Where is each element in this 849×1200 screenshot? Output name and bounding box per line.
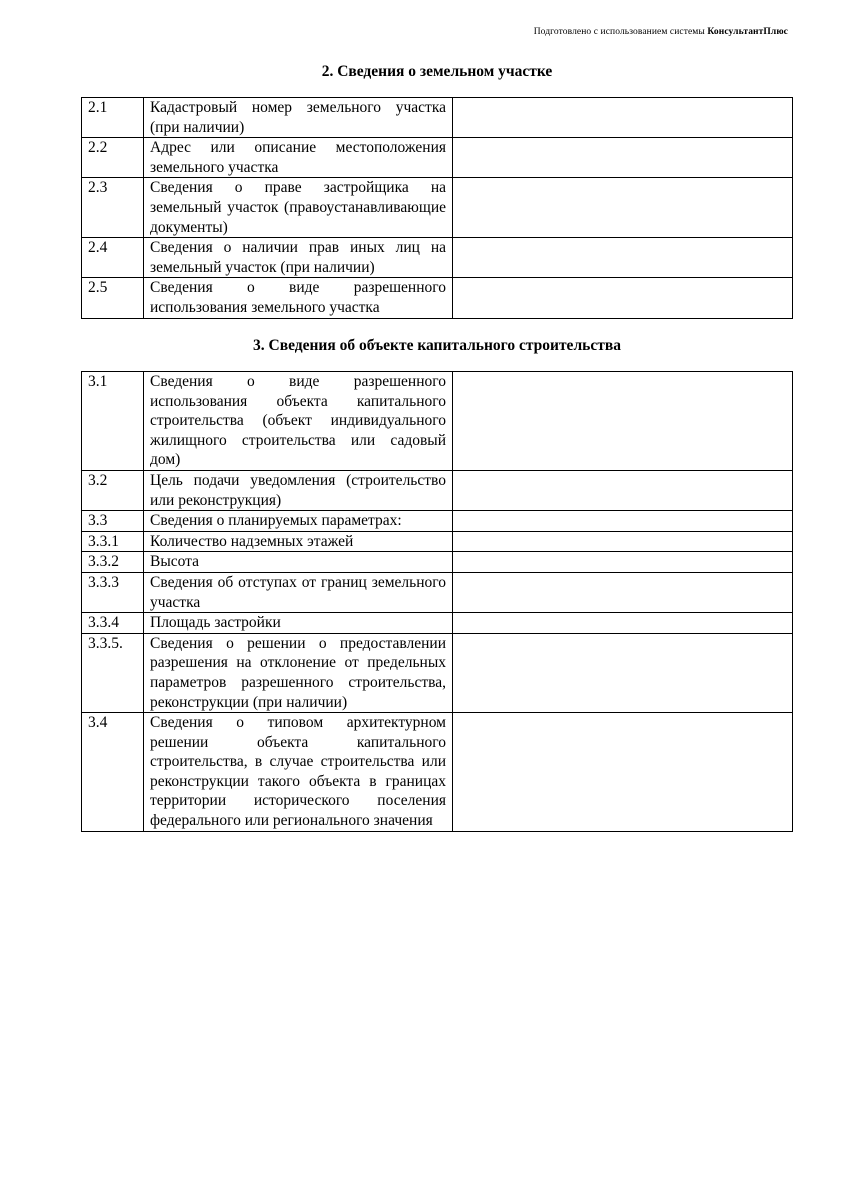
row-number: 3.4 [82, 713, 144, 832]
value-field[interactable] [459, 98, 786, 117]
value-cell[interactable] [453, 238, 793, 278]
value-cell[interactable] [453, 552, 793, 573]
value-cell[interactable] [453, 470, 793, 510]
value-cell[interactable] [453, 372, 793, 471]
row-label: Адрес или описание местоположения земельного участка [144, 138, 453, 178]
land-plot-table [81, 97, 793, 319]
table-row [82, 633, 793, 712]
row-label: Количество надземных этажей [144, 531, 453, 552]
value-cell[interactable] [453, 178, 793, 238]
value-field[interactable] [459, 613, 786, 632]
section-3-title: 3. Сведения об объекте капитального строительства [253, 337, 621, 354]
value-field[interactable] [459, 552, 786, 571]
table-row [82, 278, 793, 318]
row-number: 3.3.5. [82, 633, 144, 712]
section-2-title: 2. Сведения о земельном участке [321, 63, 553, 80]
value-cell[interactable] [453, 572, 793, 612]
table-row [82, 511, 793, 532]
value-field[interactable] [459, 138, 786, 157]
row-label: Сведения об отступах от границ земельного участка [144, 572, 453, 612]
row-number: 2.2 [82, 138, 144, 178]
value-cell[interactable] [453, 531, 793, 552]
value-field[interactable] [459, 511, 786, 530]
value-cell[interactable] [453, 278, 793, 318]
value-field[interactable] [459, 634, 786, 653]
value-cell[interactable] [453, 511, 793, 532]
row-label: Сведения о планируемых параметрах: [144, 511, 453, 532]
value-field[interactable] [459, 573, 786, 592]
row-label: Площадь застройки [144, 613, 453, 634]
value-cell[interactable] [453, 633, 793, 712]
value-field[interactable] [459, 238, 786, 257]
table-row [82, 531, 793, 552]
row-label: Сведения о наличии прав иных лиц на земельный участок (при наличии) [144, 238, 453, 278]
header-note [534, 27, 788, 37]
row-number: 2.1 [82, 98, 144, 138]
brand-name: КонсультантПлюс [707, 27, 788, 37]
row-number: 3.2 [82, 470, 144, 510]
row-label: Цель подачи уведомления (строительство или реконструкция) [144, 470, 453, 510]
row-label: Сведения о решении о предоставлении разрешения на отклонение от предельных параметров разрешенного строительства, реконструкции (при наличии) [144, 633, 453, 712]
value-field[interactable] [459, 713, 786, 732]
table-row [82, 98, 793, 138]
row-number: 3.3.1 [82, 531, 144, 552]
value-field[interactable] [459, 471, 786, 490]
value-field[interactable] [459, 178, 786, 197]
value-cell[interactable] [453, 138, 793, 178]
construction-object-table [81, 371, 793, 832]
row-number: 3.3 [82, 511, 144, 532]
row-label: Сведения о праве застройщика на земельный участок (правоустанавливающие документы) [144, 178, 453, 238]
table-row [82, 138, 793, 178]
value-field[interactable] [459, 532, 786, 551]
row-number: 3.3.4 [82, 613, 144, 634]
row-number: 3.1 [82, 372, 144, 471]
row-number: 3.3.2 [82, 552, 144, 573]
table-row [82, 470, 793, 510]
row-number: 2.4 [82, 238, 144, 278]
value-cell[interactable] [453, 98, 793, 138]
row-label: Сведения о типовом архитектурном решении объекта капитального строительства, в случае строительства или реконструкции такого объекта в границах территории исторического поселения федерального или регионального значения [144, 713, 453, 832]
row-number: 2.3 [82, 178, 144, 238]
row-label: Высота [144, 552, 453, 573]
row-label: Кадастровый номер земельного участка (при наличии) [144, 98, 453, 138]
value-cell[interactable] [453, 713, 793, 832]
table-row [82, 238, 793, 278]
value-cell[interactable] [453, 613, 793, 634]
row-number: 3.3.3 [82, 572, 144, 612]
prepared-text: Подготовлено с использованием системы [533, 27, 705, 37]
row-number: 2.5 [82, 278, 144, 318]
table-row [82, 613, 793, 634]
table-row [82, 372, 793, 471]
row-label: Сведения о виде разрешенного использования объекта капитального строительства (объект индивидуального жилищного строительства или садовый дом) [144, 372, 453, 471]
value-field[interactable] [459, 372, 786, 391]
table-row [82, 713, 793, 832]
table-row [82, 552, 793, 573]
table-row [82, 572, 793, 612]
table-row [82, 178, 793, 238]
row-label: Сведения о виде разрешенного использования земельного участка [144, 278, 453, 318]
value-field[interactable] [459, 278, 786, 297]
